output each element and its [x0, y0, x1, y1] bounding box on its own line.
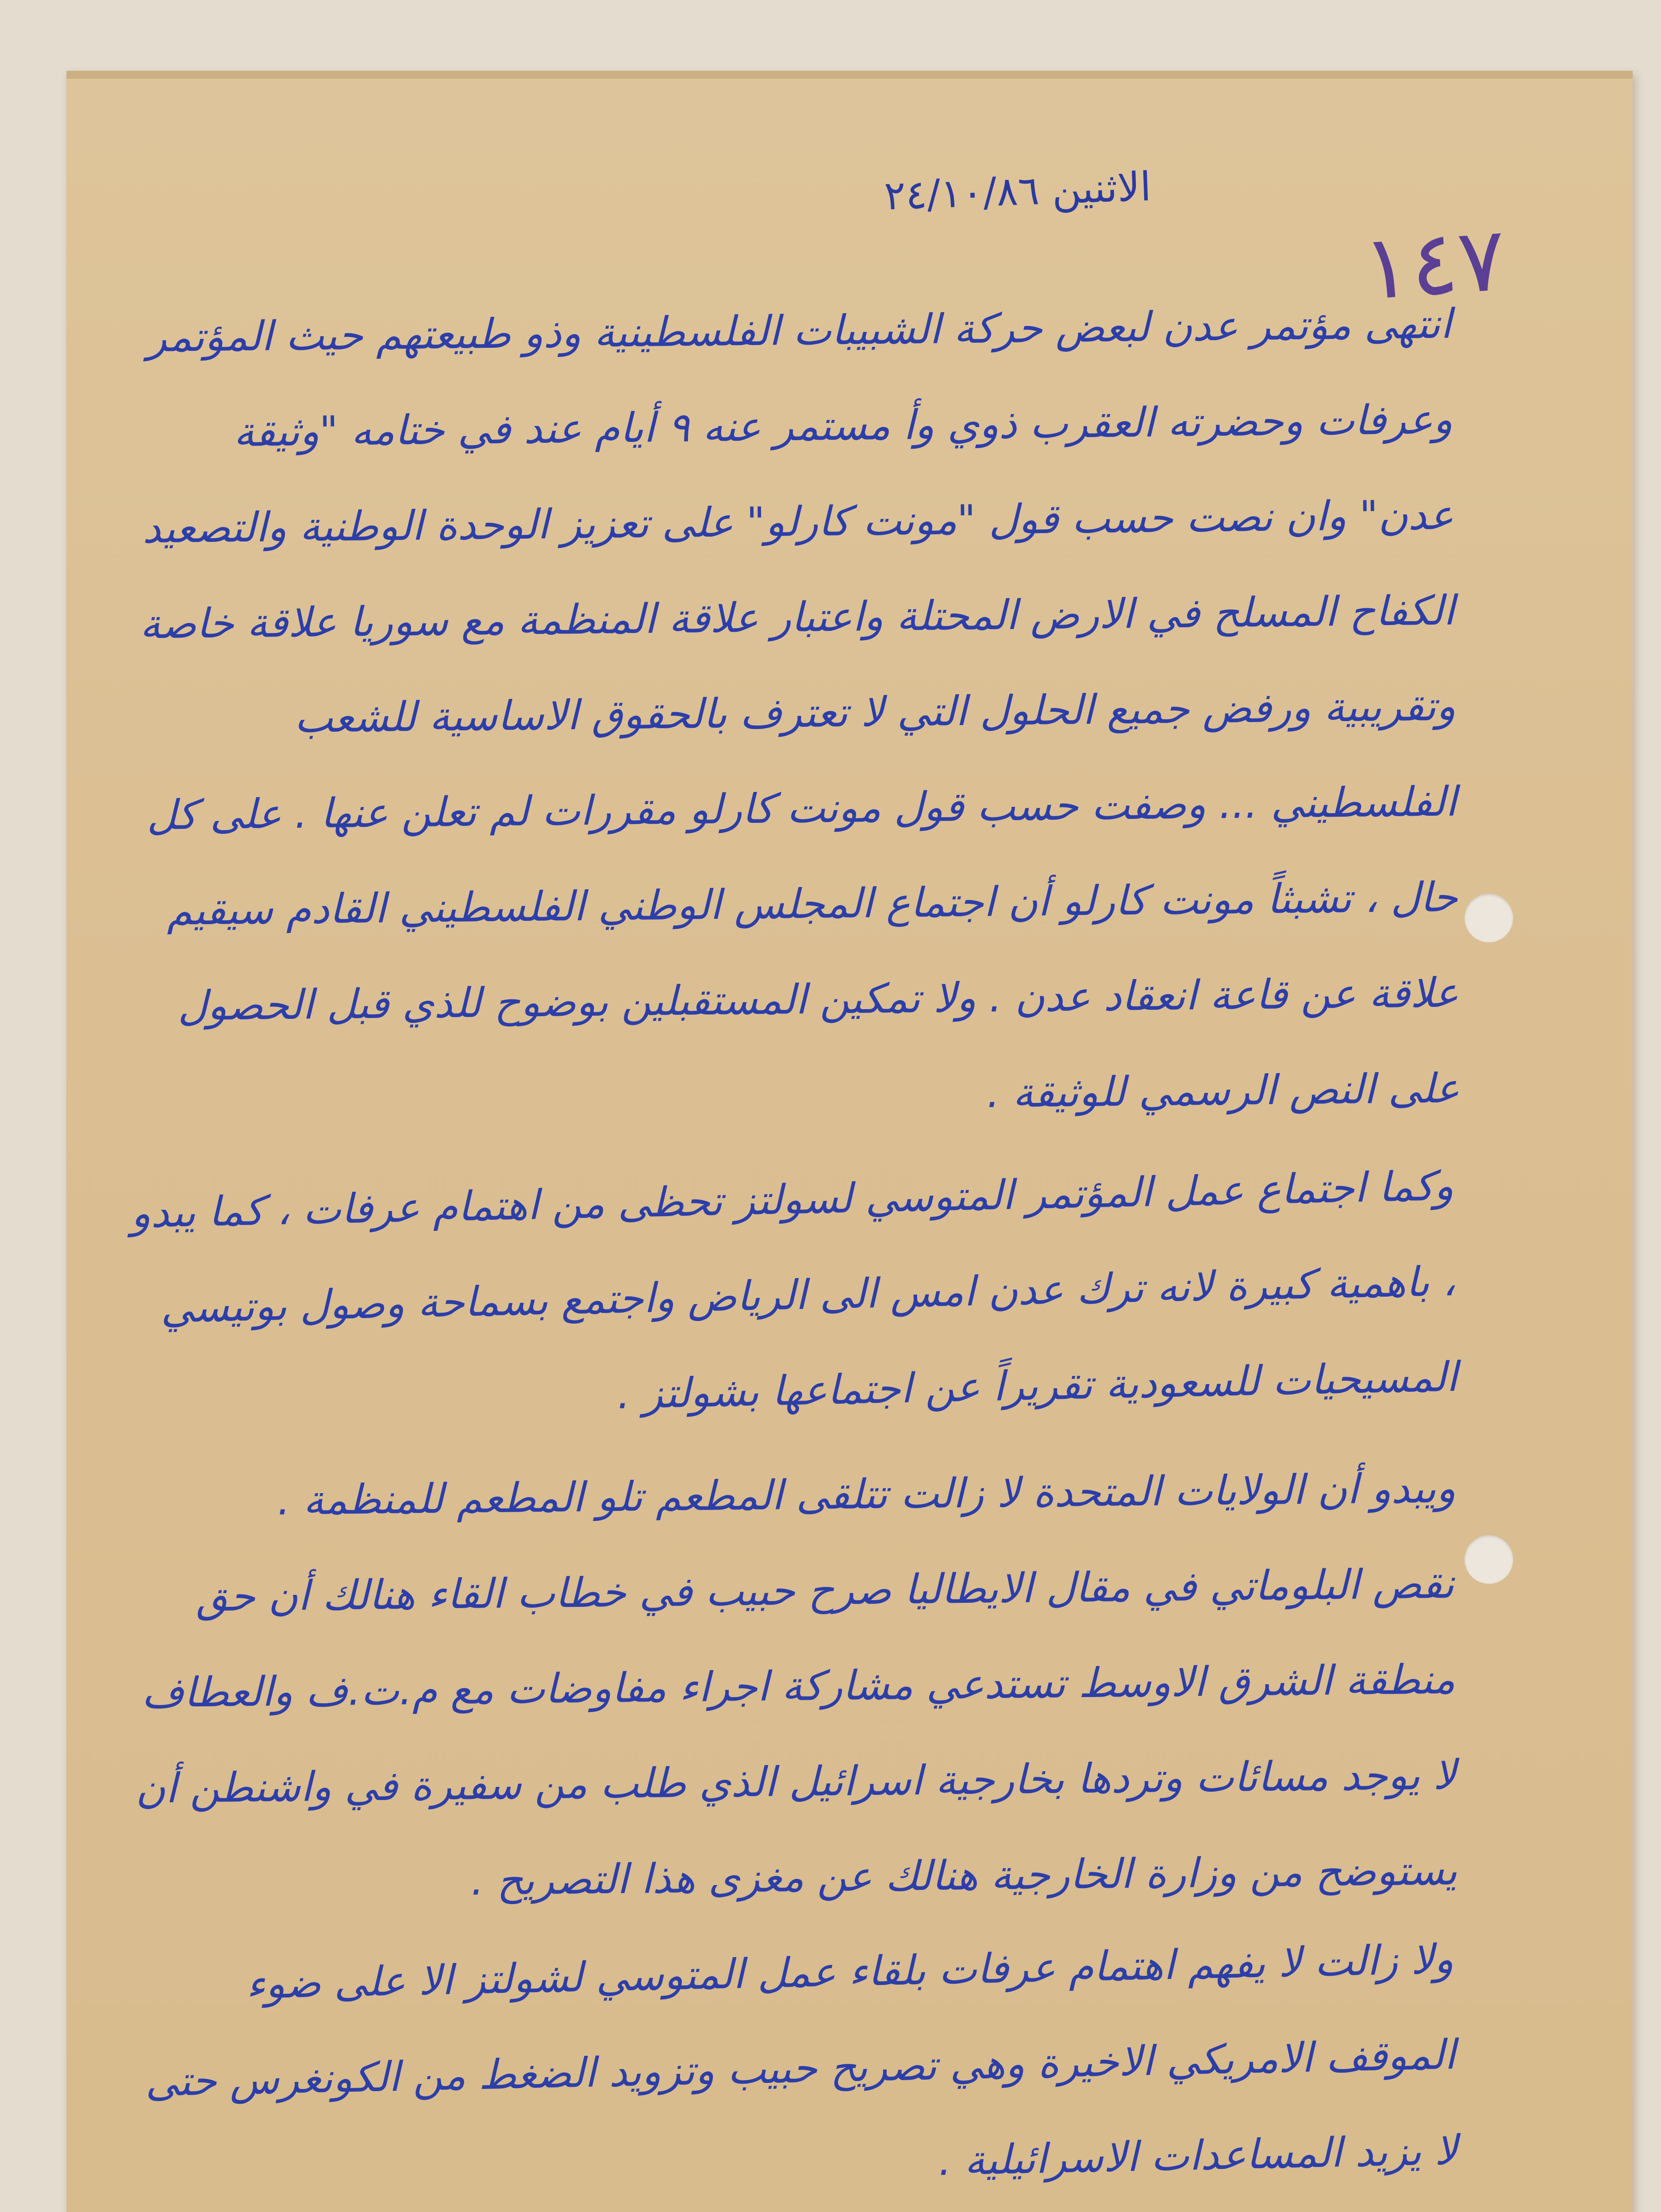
page-number: ١٤٧	[1359, 207, 1509, 320]
paragraph-3: ويبدو أن الولايات المتحدة لا زالت تتلقى المطعم تلو المطعم للمنظمة .	[277, 1464, 1456, 1525]
paragraph-5: ولا زالت لا يفهم اهتمام عرفات بلقاء عمل المتوسي لشولتز الا على ضوء الموقف الامريكي الاخيرة وهي تصريح حبيب وتزويد الضغط من الكونغرس حتى لا يزيد المساعدات الاسرائيلية .	[145, 1935, 1458, 2185]
punch-hole-upper	[1465, 894, 1513, 942]
handwritten-body	[130, 283, 1460, 2212]
paragraph-4: نقص البلوماتي في مقال الايطاليا صرح حبيب في خطاب القاء هنالك أن حق منطقة الشرق الاوسط تستدعي مشاركة اجراء مفاوضات مع م.ت.ف والعطاف لا يوجد مسائات وتردها بخارجية اسرائيل الذي طلب من سفيرة في واشنطن أن يستوضح من وزارة الخارجية هنالك عن مغزى هذا التصريح .	[135, 1560, 1457, 1905]
page-top-edge	[66, 71, 1633, 79]
document-page	[66, 71, 1633, 2212]
header-date: الاثنين ٢٤/١٠/٨٦	[883, 163, 1152, 219]
punch-hole-lower	[1465, 1535, 1513, 1584]
paragraph-2: وكما اجتماع عمل المؤتمر المتوسي لسولتز تحظى من اهتمام عرفات ، كما يبدو ، باهمية كبيرة لانه ترك عدن امس الى الرياض واجتمع بسماحة وصول بوتيسي المسيحيات للسعودية تقريراً عن اجتماعها بشولتز .	[130, 1162, 1458, 1418]
paragraph-1: انتهى مؤتمر عدن لبعض حركة الشبيبات الفلسطينية وذو طبيعتهم حيث المؤتمر وعرفات وحضرته العقرب ذوي وأ مستمر عنه ٩ أيام عند في ختامه "وثيقة عدن" وان نصت حسب قول "مونت كارلو" على تعزيز الوحدة الوطنية والتصعيد الكفاح المسلح في الارض المحتلة واعتبار علاقة المنظمة مع سوريا علاقة خاصة وتقريبية ورفض جميع الحلول التي لا تعترف بالحقوق الاساسية للشعب الفلسطيني ... وصفت حسب قول مونت كارلو مقررات لم تعلن عنها . على كل حال ، تشبثاً مونت كارلو أن اجتماع المجلس الوطني الفلسطيني القادم سيقيم علاقة عن قاعة انعقاد عدن . ولا تمكين المستقبلين بوضوح للذي قبل الحصول على النص الرسمي للوثيقة .	[139, 300, 1460, 1117]
